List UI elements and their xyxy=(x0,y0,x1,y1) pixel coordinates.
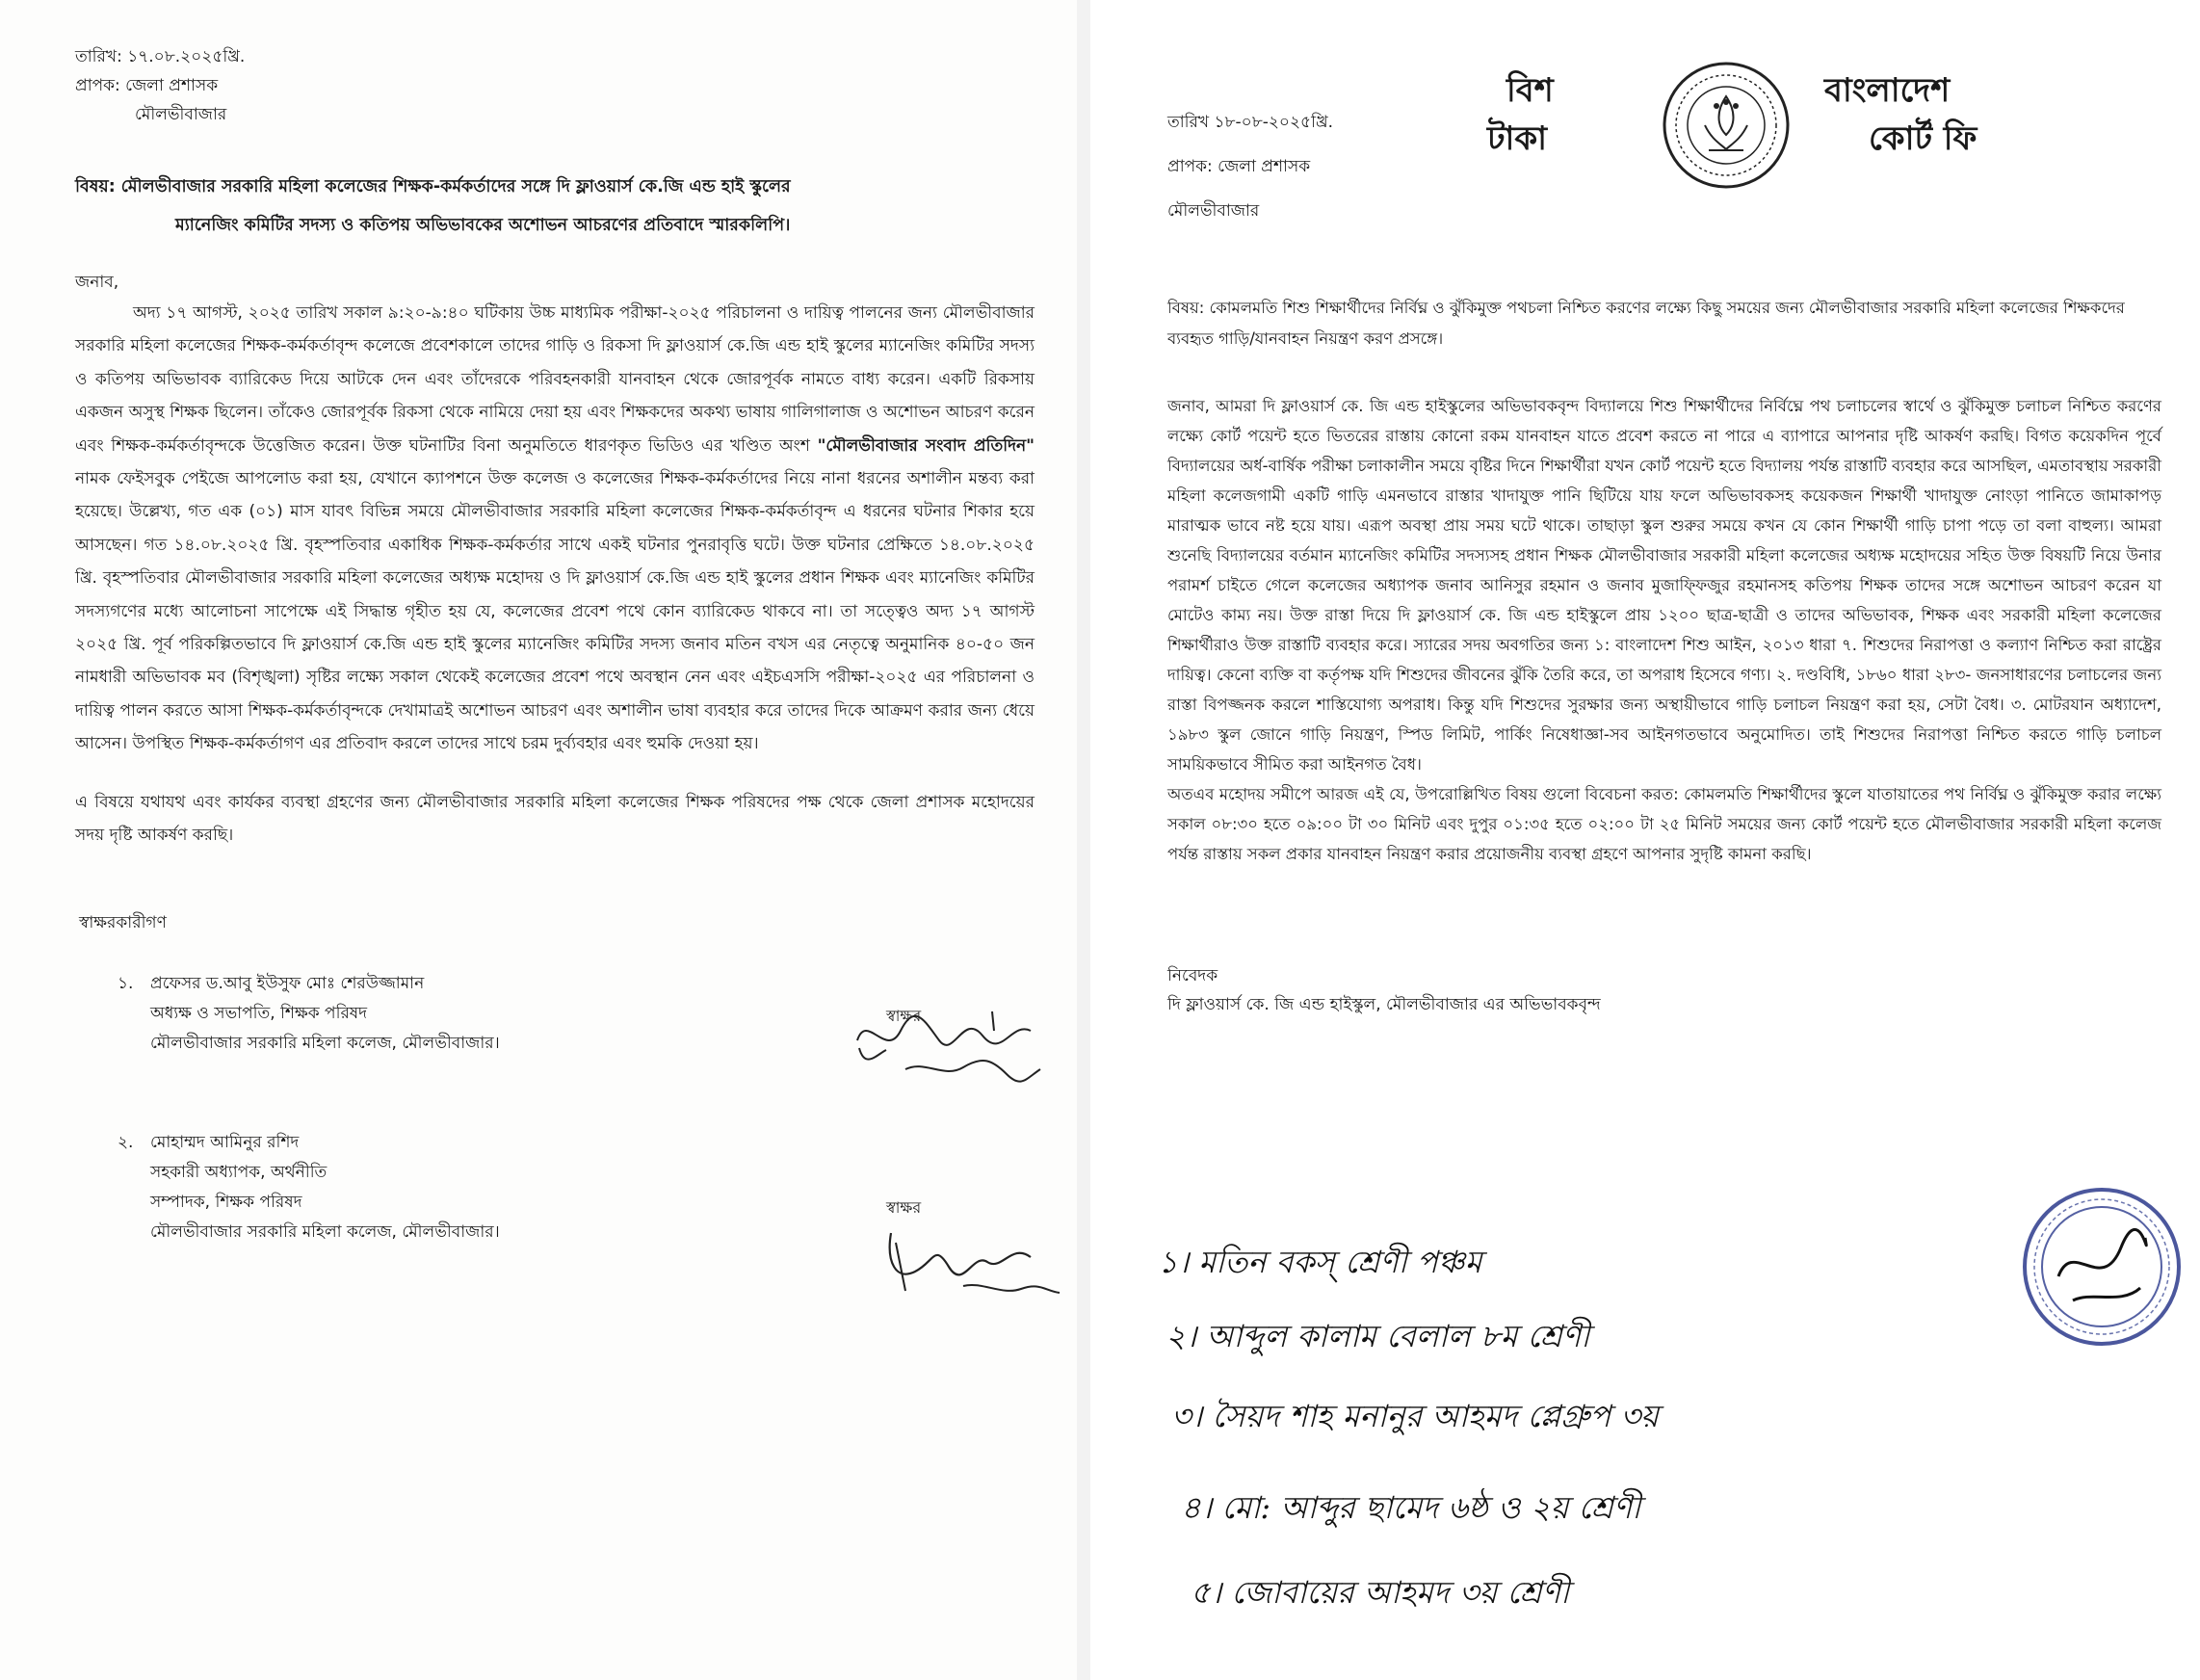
application-page-right xyxy=(1090,0,2200,1680)
signatory-2-sign-label: স্বাক্ষর xyxy=(886,1197,922,1217)
left-recipient-district: মৌলভীবাজার xyxy=(135,105,227,124)
handwritten-entry-1: ১। মতিন বকস্ শ্রেণী পঞ্চম xyxy=(1158,1244,1482,1280)
left-body-part2: নামক ফেইসবুক পেইজে আপলোড করা হয়, যেখানে ক্যাপশনে উক্ত কলেজ ও কলেজের শিক্ষক-কর্মকর্তাদের নিয়ে নানা ধরনের অশালীন মন্তব্য করা হয়েছে। উল্লেখ্য, গত এক (০১) মাস যাবৎ বিভিন্ন সময়ে মৌলভীবাজার সরকারি মহিলা কলেজের শিক্ষক-কর্মকর্তাবৃন্দ এ ধরনের ঘটনার শিকার হয়ে আসছেন। গত ১৪.০৮.২০২৫ খ্রি. বৃহস্পতিবার একাধিক শিক্ষক-কর্মকর্তার সাথে একই ঘটনার পুনরাবৃত্তি ঘটে। উক্ত ঘটনার প্রেক্ষিতে ১৪.০৮.২০২৫ খ্রি. বৃহস্পতিবার মৌলভীবাজার সরকারি মহিলা কলেজের অধ্যক্ষ মহোদয় ও দি ফ্লাওয়ার্স কে.জি এন্ড হাই স্কুলের প্রধান শিক্ষক এবং ম্যানেজিং কমিটির সদস্যগণের মধ্যে আলোচনা সাপেক্ষে এই সিদ্ধান্ত গৃহীত হয় যে, কলেজের প্রবেশ পথে কোন ব্যারিকেড থাকবে না। তা সত্ত্বেও অদ্য ১৭ আগস্ট ২০২৫ খ্রি. পূর্ব পরিকল্পিতভাবে দি ফ্লাওয়ার্স কে.জি এন্ড হাই স্কুলের ম্যানেজিং কমিটির সদস্য জনাব মতিন বখস এর নেতৃত্বে অনুমানিক ৪০-৫০ জন নামধারী অভিভাবক মব (বিশৃঙ্খলা) সৃষ্টির লক্ষ্যে সকাল থেকেই কলেজের প্রবেশ পথে অবস্থান নেন এবং এইচএসসি পরীক্ষা-২০২৫ এর পরিচালনা ও দায়িত্ব পালন করতে আসা শিক্ষক-কর্মকর্তাবৃন্দকে দেখামাত্রই অশোভন আচরণ এবং অশালীন ভাষা ব্যবহার করে তাদের দিকে আক্রমণ করার জন্য ধেয়ে আসেন। উপস্থিত শিক্ষক-কর্মকর্তাগণ এর প্রতিবাদ করলে তাদের সাথে চরম দুর্ব্যবহার এবং হুমকি দেওয়া হয়। xyxy=(75,469,1035,754)
left-recipient: প্রাপক: জেলা প্রশাসক xyxy=(75,76,219,95)
signatory-2-role: সহকারী অধ্যাপক, অর্থনীতি xyxy=(150,1162,327,1182)
left-salutation: জনাব, xyxy=(75,273,119,292)
left-body xyxy=(75,297,1035,761)
page-gap xyxy=(1077,0,1090,1680)
right-request: অতএব মহোদয় সমীপে আরজ এই যে, উপরোল্লিখিত বিষয় গুলো বিবেচনা করত: কোমলমতি শিক্ষার্থীদের স্কুলে যাতায়াতের পথ নির্বিঘ্ন ও ঝুঁকিমুক্ত করার লক্ষ্যে সকাল ০৮:৩০ হতে ০৯:০০ টা ৩০ মিনিট এবং দুপুর ০১:৩৫ হতে ০২:০০ টা ২৫ মিনিট সময়ের জন্য কোর্ট পয়েন্ট হতে মৌলভীবাজার সরকারী মহিলা কলেজ পর্যন্ত রাস্তায় সকল প্রকার যানবাহন নিয়ন্ত্রণ করার প্রয়োজনীয় ব্যবস্থা গ্রহণে আপনার সুদৃষ্টি কামনা করছি। xyxy=(1167,785,2161,863)
memorandum-page-left xyxy=(0,0,1077,1680)
court-fee-stamp xyxy=(1437,58,2015,231)
stamp-value-line2: টাকা xyxy=(1487,119,1548,158)
left-closing: এ বিষয়ে যথাযথ এবং কার্যকর ব্যবস্থা গ্রহণের জন্য মৌলভীবাজার সরকারি মহিলা কলেজের শিক্ষক পরিষদের পক্ষ থেকে জেলা প্রশাসক মহোদয়ের সদয় দৃষ্টি আকর্ষণ করছি। xyxy=(75,792,1035,846)
signatory-2-number: ২. xyxy=(118,1132,134,1152)
signatory-1-org: মৌলভীবাজার সরকারি মহিলা কলেজ, মৌলভীবাজার। xyxy=(150,1033,500,1053)
signatory-1-name: প্রফেসর ড.আবু ইউসুফ মোঃ শেরউজ্জামান xyxy=(150,973,425,993)
right-body: জনাব, আমরা দি ফ্লাওয়ার্স কে. জি এন্ড হাইস্কুলের অভিভাবকবৃন্দ বিদ্যালয়ে শিশু শিক্ষার্থীদের নির্বিঘ্নে পথ চলাচলের স্বার্থে ও ঝুঁকিমুক্ত চলাচল নিশ্চিত করণের লক্ষ্যে কোর্ট পয়েন্ট হতে ভিতরের রাস্তায় কোনো রকম যানবাহন যাতে প্রবেশ করতে না পারে এ ব্যাপারে আপনার দৃষ্টি আকর্ষণ করছি। বিগত কয়েকদিন পূর্বে বিদ্যালয়ের অর্ধ-বার্ষিক পরীক্ষা চলাকালীন সময়ে বৃষ্টির দিনে শিক্ষার্থীরা যখন কোর্ট পয়েন্ট হতে বিদ্যালয় পর্যন্ত রাস্তাটি ব্যবহার করে আসছিল, এমতাবস্থায় সরকারী মহিলা কলেজগামী একটি গাড়ি এমনভাবে রাস্তার খাদাযুক্ত পানি ছিটিয়ে যায় ফলে অভিভাবকসহ কয়েকজন শিক্ষার্থী খাদাযুক্ত নোংড়া পানিতে জামাকাপড় মারাত্মক ভাবে নষ্ট হয়ে যায়। এরূপ অবস্থা প্রায় সময় ঘটে থাকে। তাছাড়া স্কুল শুরুর সময়ে কখন যে কোন শিক্ষার্থী গাড়ি চাপা পড়ে তা বলা বাহুল্য। আমরা শুনেছি বিদ্যালয়ের বর্তমান ম্যানেজিং কমিটির সদস্যসহ প্রধান শিক্ষক মৌলভীবাজার সরকারী মহিলা কলেজের অধ্যক্ষ মহোদয়ের সহিত উক্ত বিষয়টি নিয়ে উনার পরামর্শ চাইতে গেলে কলেজের অধ্যাপক জনাব আনিসুর রহমান ও জনাব মুজাফ্ফিজুর রহমানসহ কতিপয় শিক্ষক তাদের সঙ্গে অশোভন আচরণ করেন যা মোটেও কাম্য নয়। উক্ত রাস্তা দিয়ে দি ফ্লাওয়ার্স কে. জি এন্ড হাইস্কুলে প্রায় ১২০০ ছাত্র-ছাত্রী ও তাদের অভিভাবক, শিক্ষক এবং সরকারী মহিলা কলেজের শিক্ষার্থীরাও উক্ত রাস্তাটি ব্যবহার করে। স্যারের সদয় অবগতির জন্য ১: বাংলাদেশ শিশু আইন, ২০১৩ ধারা ৭. শিশুদের নিরাপত্তা ও কল্যাণ নিশ্চিত করা রাষ্ট্রের দায়িত্ব। কেনো ব্যক্তি বা কর্তৃপক্ষ যদি শিশুদের জীবনের ঝুঁকি তৈরি করে, তা অপরাধ হিসেবে গণ্য। ২. দণ্ডবিধি, ১৮৬০ ধারা ২৮৩- জনসাধারণের চলাচলের জন্য রাস্তা বিপজ্জনক করলে শাস্তিযোগ্য অপরাধ। কিন্তু যদি শিশুদের সুরক্ষার জন্য অস্থায়ীভাবে গাড়ি চলাচল নিয়ন্ত্রণ করা হয়, সেটা বৈধ। ৩. মোটরযান অধ্যাদেশ, ১৯৮৩ স্কুল জোনে গাড়ি নিয়ন্ত্রণ, স্পিড লিমিট, পার্কিং নিষেধাজ্ঞা-সব আইনগতভাবে অনুমোদিত। তাই শিশুদের নিরাপত্তা নিশ্চিত করতে গাড়ি চলাচল সাময়িকভাবে সীমিত করা আইনগত বৈধ। xyxy=(1167,397,2161,774)
stamp-type: কোর্ট ফি xyxy=(1869,119,1977,158)
signature-1-scribble xyxy=(848,1002,1060,1108)
signatory-1-role: অধ্যক্ষ ও সভাপতি, শিক্ষক পরিষদ xyxy=(150,1003,368,1023)
handwritten-entry-4: ৪। মো: আব্দুর ছামেদ ৬ষ্ঠ ও ২য় শ্রেণী xyxy=(1181,1489,1641,1526)
left-subject-line2: ম্যানেজিং কমিটির সদস্য ও কতিপয় অভিভাবকের অশোভন আচরণের প্রতিবাদে স্মারকলিপি। xyxy=(175,216,791,235)
right-date: তারিখ ১৮-০৮-২০২৫খ্রি. xyxy=(1167,113,1333,132)
signatories-title: স্বাক্ষরকারীগণ xyxy=(79,912,167,932)
left-subject-line1: বিষয়: মৌলভীবাজার সরকারি মহিলা কলেজের শিক্ষক-কর্মকর্তাদের সঙ্গে দি ফ্লাওয়ার্স কে.জি এন্ড হাই স্কুলের xyxy=(75,177,791,197)
signatory-1-number: ১. xyxy=(118,973,134,993)
government-seal-icon xyxy=(1659,58,1794,193)
left-subject xyxy=(75,168,1035,245)
left-body-part1: অদ্য ১৭ আগস্ট, ২০২৫ তারিখ সকাল ৯:২০-৯:৪০ ঘটিকায় উচ্চ মাধ্যমিক পরীক্ষা-২০২৫ পরিচালনা ও দায়িত্ব পালনের জন্য মৌলভীবাজার সরকারি মহিলা কলেজের শিক্ষক-কর্মকর্তাবৃন্দ কলেজে প্রবেশকালে তাদের গাড়ি ও রিকসা দি ফ্লাওয়ার্স কে.জি এন্ড হাই স্কুলের ম্যানেজিং কমিটির সদস্য ও কতিপয় অভিভাবক ব্যারিকেড দিয়ে আটকে দেন এবং তাঁদেরকে পরিবহনকারী যানবাহন থেকে জোরপূর্বক নামতে বাধ্য করেন। একটি রিকসায় একজন অসুস্থ শিক্ষক ছিলেন। তাঁকেও জোরপূর্বক রিকসা থেকে নামিয়ে দেয়া হয় এবং শিক্ষকদের অকথ্য ভাষায় গালিগালাজ ও অশোভন আচরণ করেন এবং শিক্ষক-কর্মকর্তাবৃন্দকে উত্তেজিত করেন। উক্ত ঘটনাটির বিনা অনুমতিতে ধারণকৃত ভিডিও এর খণ্ডিত অংশ xyxy=(75,303,1035,456)
signatory-1-sign-label: স্বাক্ষর xyxy=(886,1006,922,1025)
handwritten-entry-2: ২। আব্দুল কালাম বেলাল ৮ম শ্রেণী xyxy=(1165,1318,1590,1354)
right-recipient: প্রাপক: জেলা প্রশাসক xyxy=(1167,157,1311,176)
signatory-2-role2: সম্পাদক, শিক্ষক পরিষদ xyxy=(150,1192,302,1212)
applicant-label: নিবেদক xyxy=(1167,966,1218,985)
stamp-country: বাংলাদেশ xyxy=(1824,71,1951,110)
applicant: দি ফ্লাওয়ার্স কে. জি এন্ড হাইস্কুল, মৌলভীবাজার এর অভিভাবকবৃন্দ xyxy=(1167,995,1601,1014)
signatory-2-org: মৌলভীবাজার সরকারি মহিলা কলেজ, মৌলভীবাজার। xyxy=(150,1221,500,1242)
right-subject: বিষয়: কোমলমতি শিশু শিক্ষার্থীদের নির্বিঘ্ন ও ঝুঁকিমুক্ত পথচলা নিশ্চিত করণের লক্ষ্যে কিছু সময়ের জন্য মৌলভীবাজার সরকারি মহিলা কলেজের শিক্ষকদের ব্যবহৃত গাড়ি/যানবাহন নিয়ন্ত্রণ করণ প্রসঙ্গে। xyxy=(1167,299,2125,348)
office-receipt-seal-icon xyxy=(2015,1180,2188,1353)
handwritten-entry-3: ৩। সৈয়দ শাহ মনানুর আহমদ প্লেগ্রুপ ৩য় xyxy=(1171,1398,1659,1434)
stamp-value-line1: বিশ xyxy=(1506,71,1554,110)
left-body-facebook-page: "মৌলভীবাজার সংবাদ প্রতিদিন" xyxy=(817,435,1035,456)
signature-2-scribble xyxy=(877,1214,1069,1320)
handwritten-entry-5: ৫। জোবায়ের আহমদ ৩য় শ্রেণী xyxy=(1191,1574,1570,1611)
left-date: তারিখ: ১৭.০৮.২০২৫খ্রি. xyxy=(75,47,246,66)
signatory-2-name: মোহাম্মদ আমিনুর রশিদ xyxy=(150,1132,300,1152)
right-recipient-district: মৌলভীবাজার xyxy=(1167,201,1260,221)
